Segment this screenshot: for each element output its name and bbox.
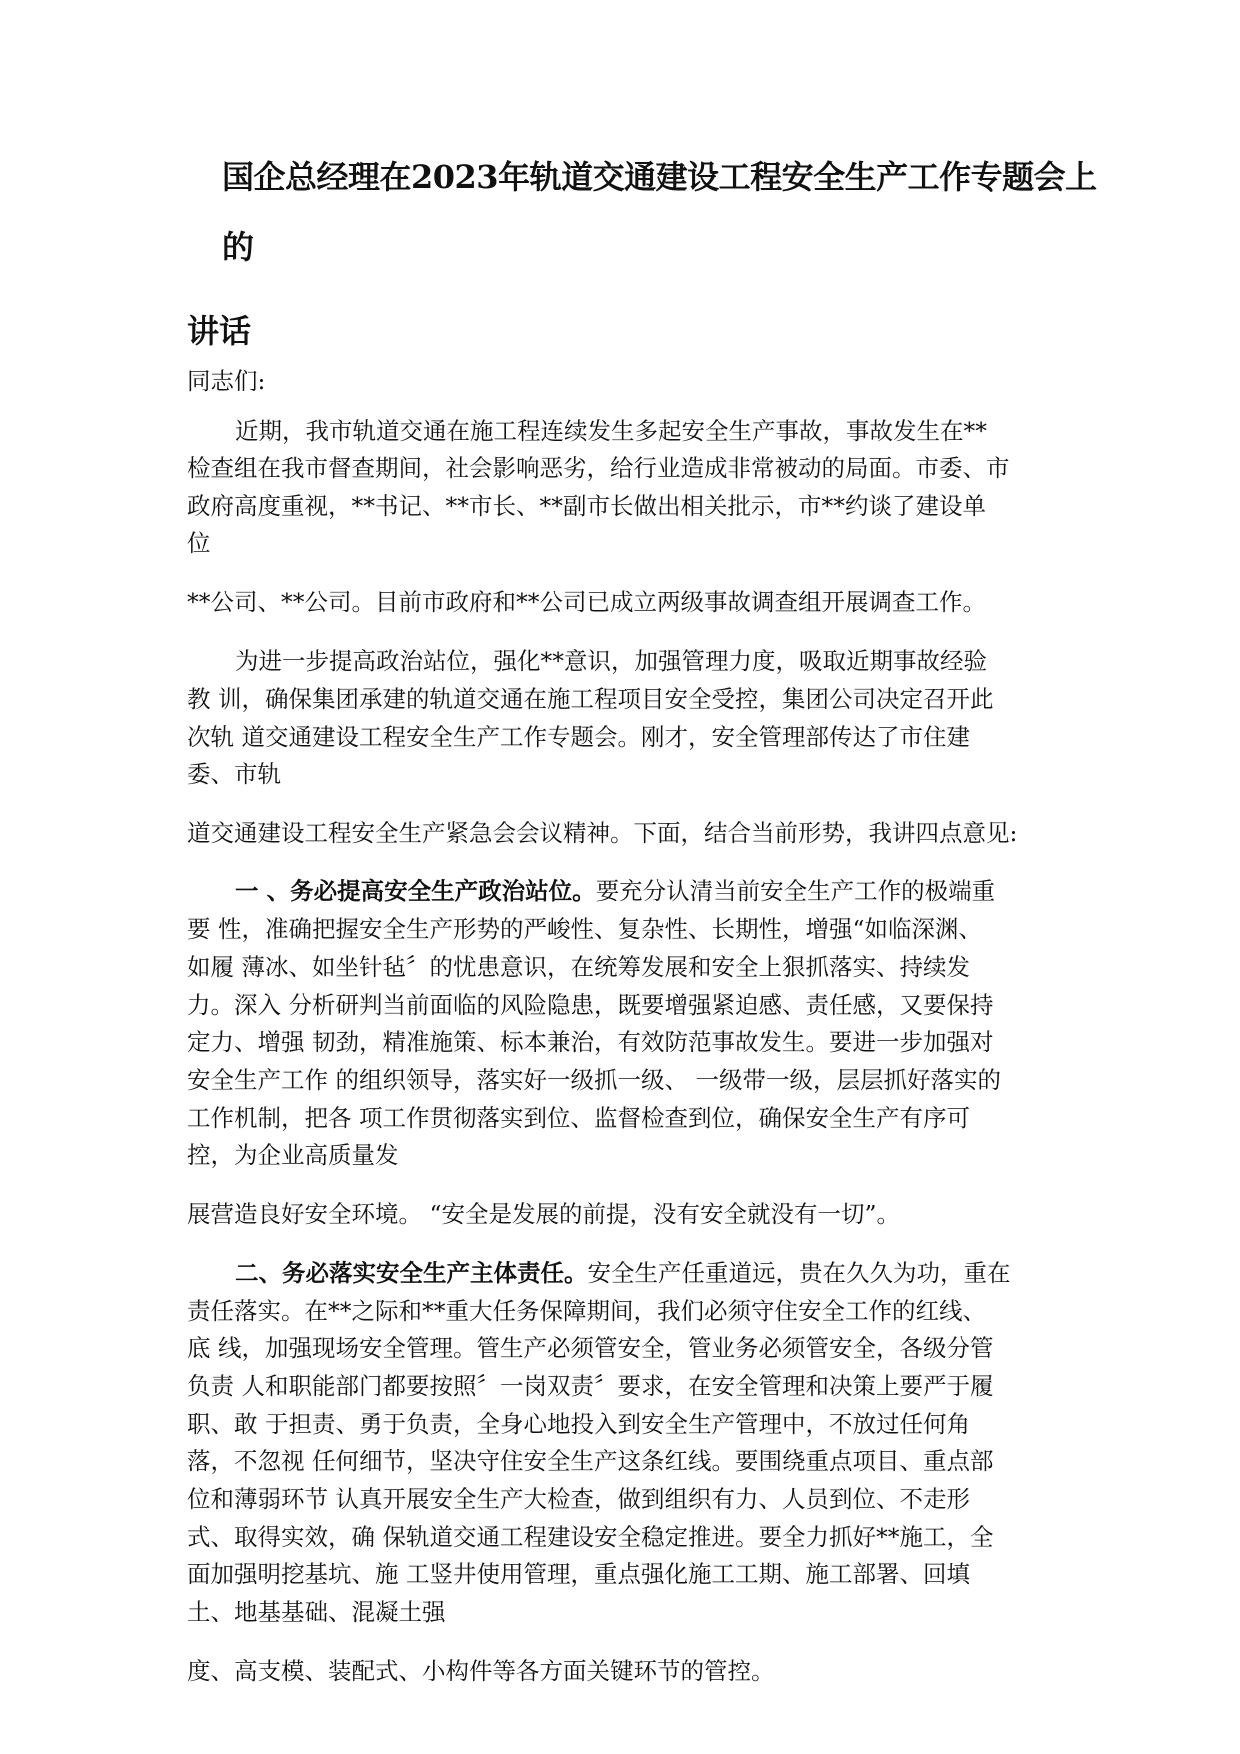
paragraph-line: 教 训，确保集团承建的轨道交通在施工程项目安全受控，集团公司决定召开此 [187,685,994,713]
paragraph-line: 位和薄弱环节 认真开展安全生产大检查，做到组织有力、人员到位、不走形 [187,1485,970,1513]
paragraph-line: 职、敢 于担责、勇于负责，全身心地投入到安全生产管理中，不放过任何角 [187,1410,970,1438]
section-heading-2: 二、务必落实安全生产主体责任。 [235,1259,588,1287]
paragraph-text: 要充分认清当前安全生产工作的极端重 [595,877,996,905]
paragraph-line: 定力、增强 韧劲，精准施策、标本兼治，有效防范事故发生。要进一步加强对 [187,1028,994,1056]
paragraph-line: 力。深入 分析研判当前面临的风险隐患，既要增强紧迫感、责任感，又要保持 [187,991,994,1019]
paragraph-line: 负责 人和职能部门都要按照〞一岗双责〞要求，在安全管理和决策上要严于履 [187,1372,994,1400]
document-title-continued: 的 [222,228,254,266]
salutation: 同志们: [187,367,266,395]
paragraph-line: 责任落实。在**之际和**重大任务保障期间，我们必须守住安全工作的红线、 [187,1297,986,1325]
paragraph-line: 展营造良好安全环境。 “安全是发展的前提，没有安全就没有一切”。 [187,1200,900,1228]
document-title-suffix: 讲话 [187,312,252,350]
paragraph-line: 道交通建设工程安全生产紧急会会议精神。下面，结合当前形势，我讲四点意见: [187,819,1018,847]
paragraph-line: 位 [187,529,211,557]
paragraph-line: 落，不忽视 任何细节，坚决守住安全生产这条红线。要围绕重点项目、重点部 [187,1447,994,1475]
paragraph-line: 工作机制，把各 项工作贯彻落实到位、监督检查到位，确保安全生产有序可 [187,1104,970,1132]
paragraph-line: 次轨 道交通建设工程安全生产工作专题会。刚才，安全管理部传达了市住建 [187,723,970,751]
paragraph-line: 近期，我市轨道交通在施工程连续发生多起安全生产事故，事故发生在** [235,417,987,445]
paragraph-line: 控，为企业高质量发 [187,1141,399,1169]
paragraph-line: 政府高度重视，**书记、**市长、**副市长做出相关批示，市**约谈了建设单 [187,492,986,520]
section-heading-line [235,1259,1011,1287]
document-title: 国企总经理在2023年轨道交通建设工程安全生产工作专题会上 [222,158,1097,196]
section-heading-line [235,877,996,905]
paragraph-line: 检查组在我市督查期间，社会影响恶劣，给行业造成非常被动的局面。市委、市 [187,454,1010,482]
paragraph-line: 要 性，准确把握安全生产形势的严峻性、复杂性、长期性，增强“如临深渊、 [187,915,982,943]
paragraph-text: 安全生产任重道远，贵在久久为功，重在 [587,1259,1011,1287]
paragraph-line: 式、取得实效，确 保轨道交通工程建设安全稳定推进。要全力抓好**施工，全 [187,1523,994,1551]
paragraph-line: 委、市轨 [187,760,281,788]
paragraph-line: 底 线，加强现场安全管理。管生产必须管安全，管业务必须管安全，各级分管 [187,1334,994,1362]
section-heading-1: 一 、务必提高安全生产政治站位。 [235,877,596,905]
paragraph-line: 安全生产工作 的组织领导，落实好一级抓一级、 一级带一级，层层抓好落实的 [187,1066,1001,1094]
paragraph-line: 度、高支模、装配式、小构件等各方面关键环节的管控。 [187,1657,775,1685]
paragraph-line: 土、地基基础、混凝土强 [187,1598,446,1626]
paragraph-line: **公司、**公司。目前市政府和**公司已成立两级事故调查组开展调查工作。 [187,588,986,616]
paragraph-line: 如履 薄冰、如坐针毡〞的忧患意识，在统筹发展和安全上狠抓落实、持续发 [187,953,970,981]
paragraph-line: 为进一步提高政治站位，强化**意识，加强管理力度，吸取近期事故经验 [235,647,987,675]
paragraph-line: 面加强明挖基坑、施 工竖井使用管理，重点强化施工工期、施工部署、回填 [187,1560,970,1588]
